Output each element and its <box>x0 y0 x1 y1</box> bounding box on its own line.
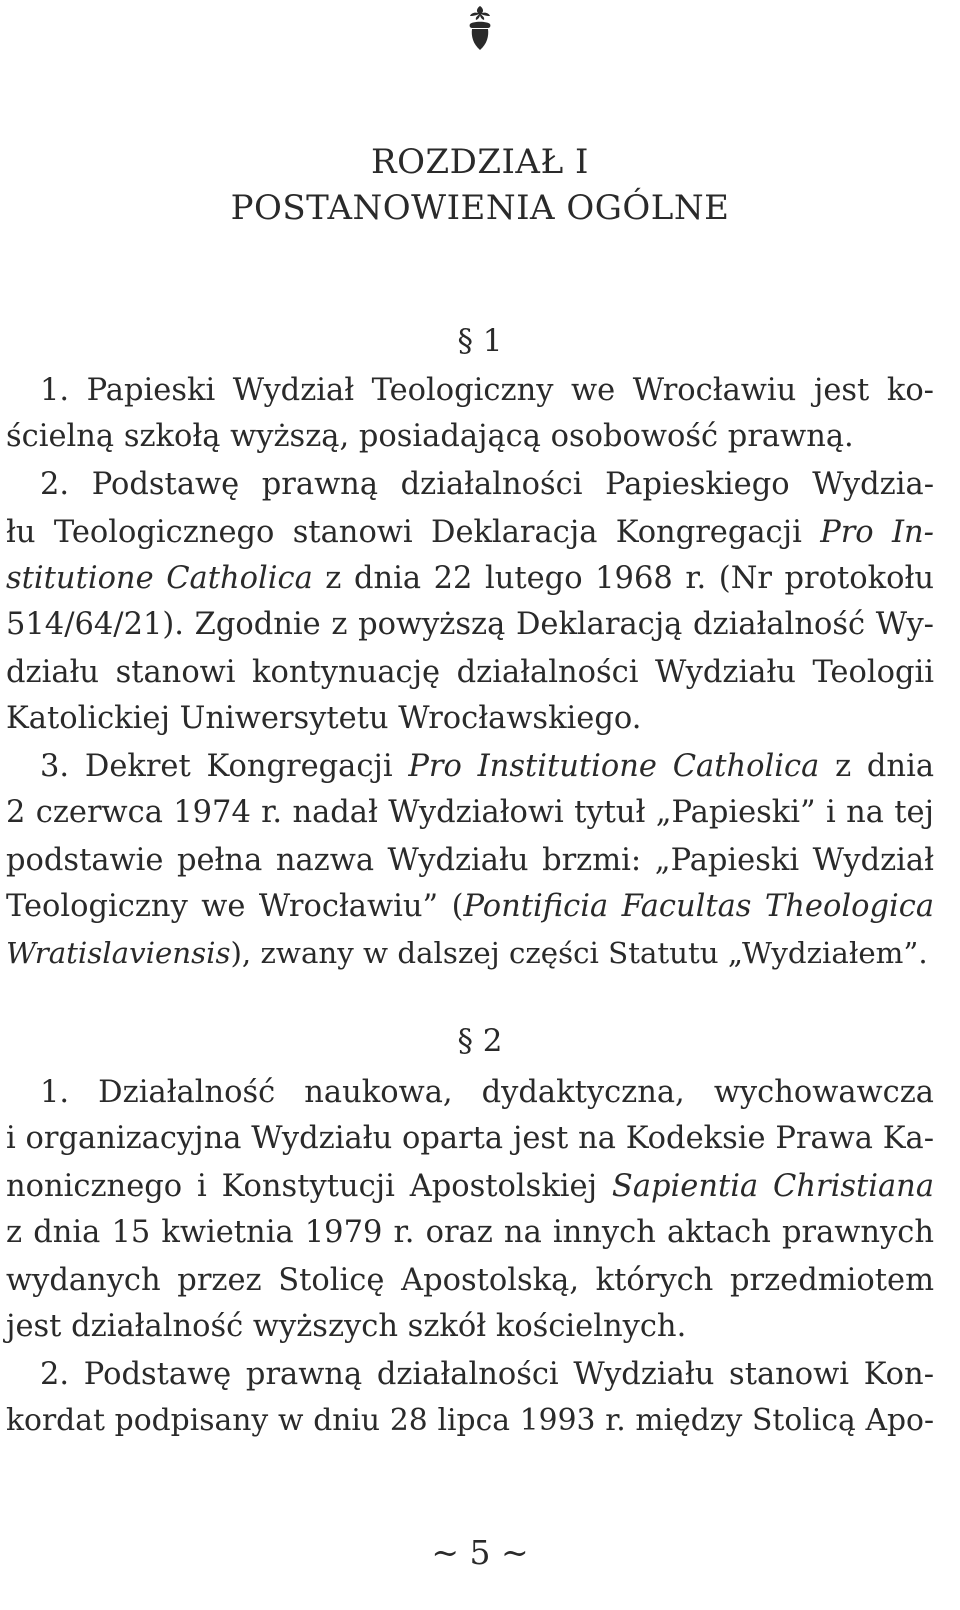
text-span: łu Teologicznego stanowi Deklaracja Kongregacji <box>6 515 821 550</box>
text-line: 1. Papieski Wydział Teologiczny we Wrocławiu jest ko- <box>40 373 934 408</box>
text-line <box>6 510 934 556</box>
text-line <box>6 884 934 930</box>
text-span: z dnia 22 lutego 1968 r. (Nr protokołu <box>312 561 934 596</box>
italic-span: Sapientia Christiana <box>611 1169 935 1204</box>
text-line: wydanych przez Stolicę Apostolską, których przedmiotem <box>6 1263 934 1298</box>
text-line <box>6 1164 934 1210</box>
text-line: kordat podpisany w dniu 28 lipca 1993 r. między Stolicą Apo- <box>6 1403 934 1438</box>
text-span: 3. Dekret Kongregacji <box>40 749 409 784</box>
text-line: Katolickiej Uniwersytetu Wrocławskiego. <box>6 701 642 736</box>
italic-span: Pro Institutione Catholica <box>408 749 820 784</box>
text-line: jest działalność wyższych szkół kościelnych. <box>6 1309 687 1344</box>
italic-span: Pro In- <box>820 515 934 550</box>
text-line <box>40 744 934 790</box>
text-line: i organizacyjna Wydziału oparta jest na Kodeksie Prawa Ka- <box>6 1121 934 1156</box>
text-line: 2. Podstawę prawną działalności Papieskiego Wydzia- <box>40 467 934 502</box>
italic-span: Wratislaviensis <box>6 936 231 970</box>
section-mark-1: § 1 <box>457 323 503 359</box>
text-line: 2 czerwca 1974 r. nadał Wydziałowi tytuł „Papieski” i na tej <box>6 795 934 830</box>
text-line <box>6 556 934 602</box>
acorn-ornament-icon <box>458 4 502 54</box>
text-line: z dnia 15 kwietnia 1979 r. oraz na innych aktach prawnych <box>6 1215 934 1250</box>
text-line: 514/64/21). Zgodnie z powyższą Deklaracją działalność Wy- <box>6 607 934 642</box>
text-span: nonicznego i Konstytucji Apostolskiej <box>6 1169 612 1204</box>
chapter-title: POSTANOWIENIA OGÓLNE <box>230 188 730 228</box>
text-span: Teologiczny we Wrocławiu” ( <box>6 889 464 924</box>
text-line: działu stanowi kontynuację działalności Wydziału Teologii <box>6 655 934 690</box>
section-mark-2: § 2 <box>457 1023 503 1059</box>
text-line: 2. Podstawę prawną działalności Wydziału stanowi Kon- <box>40 1357 934 1392</box>
text-line: 1. Działalność naukowa, dydaktyczna, wychowawcza <box>40 1075 934 1110</box>
text-span: z dnia <box>819 749 935 784</box>
text-line <box>6 930 934 976</box>
italic-span: stitutione Catholica <box>6 561 313 596</box>
text-line: ścielną szkołą wyższą, posiadającą osobowość prawną. <box>6 419 854 454</box>
page-number: ~ 5 ~ <box>431 1533 529 1572</box>
italic-span: Pontificia Facultas Theologica <box>463 889 934 924</box>
text-span: ), zwany w dalszej części Statutu „Wydziałem”. <box>230 936 928 970</box>
chapter-number: ROZDZIAŁ I <box>371 142 589 182</box>
text-line: podstawie pełna nazwa Wydziału brzmi: „Papieski Wydział <box>6 843 934 878</box>
